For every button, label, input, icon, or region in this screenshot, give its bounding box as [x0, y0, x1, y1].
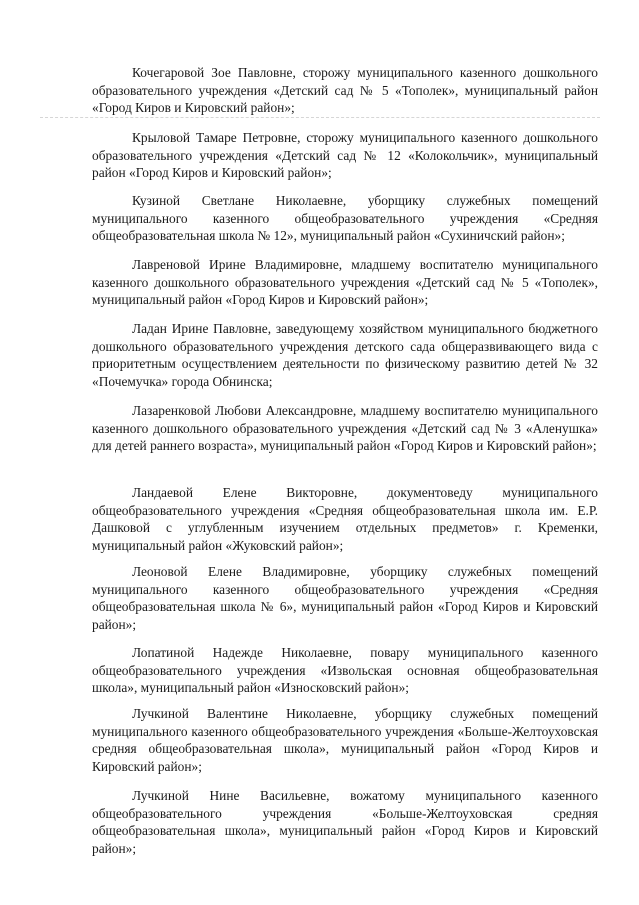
paragraph-landaeva: Ландаевой Елене Викторовне, документоведу муниципального общеобразовательного учреждения «Средняя общеобразовательная школа им. Е.Р. Дашковой с углубленным изучением отдельных предметов» г. Кременки, муниципальный район «Жуковский район»;: [92, 485, 598, 553]
paragraph-ladan: Ладан Ирине Павловне, заведующему хозяйством муниципального бюджетного дошкольного образовательного учреждения детского сада общеразвивающего вида с приоритетным осуществлением деятельности по физическому развитию детей № 32 «Почемучка» города Обнинска;: [92, 321, 598, 389]
paragraph-luchkina-nina: Лучкиной Нине Васильевне, вожатому муниципального казенного общеобразовательного учреждения «Больше-Желтоуховская средняя общеобразовательная школа», муниципальный район «Город Киров и Кировский район»;: [92, 788, 598, 856]
paragraph-krylova: Крыловой Тамаре Петровне, сторожу муниципального казенного дошкольного образовательного учреждения «Детский сад № 12 «Колокольчик», муниципальный район «Город Киров и Кировский район»;: [92, 130, 598, 180]
paragraph-kuzina: Кузиной Светлане Николаевне, уборщику служебных помещений муниципального казенного общеобразовательного учреждения «Средняя общеобразовательная школа № 12», муниципальный район «Сухиничский район»;: [92, 193, 598, 243]
paragraph-leonova: Леоновой Елене Владимировне, уборщику служебных помещений муниципального казенного общеобразовательного учреждения «Средняя общеобразовательная школа № 6», муниципальный район «Город Киров и Кировский район»;: [92, 564, 598, 632]
paragraph-luchkina-valentina: Лучкиной Валентине Николаевне, уборщику служебных помещений муниципального казенного общеобразовательного учреждения «Больше-Желтоуховская средняя общеобразовательная школа», муниципальный район «Город Киров и Кировский район»;: [92, 706, 598, 774]
paragraph-lavrenova: Лавреновой Ирине Владимировне, младшему воспитателю муниципального казенного дошкольного образовательного учреждения «Детский сад № 5 «Тополек», муниципальный район «Город Киров и Кировский район»;: [92, 257, 598, 307]
paragraph-lazarenkova: Лазаренковой Любови Александровне, младшему воспитателю муниципального казенного дошкольного образовательного учреждения «Детский сад № 3 «Аленушка» для детей раннего возраста», муниципальный район «Город Киров и Кировский район»;: [92, 403, 598, 453]
scan-artifact-line: [40, 117, 600, 118]
paragraph-lopatina: Лопатиной Надежде Николаевне, повару муниципального казенного общеобразовательного учреждения «Извольская основная общеобразовательная школа», муниципальный район «Износковский район»;: [92, 645, 598, 695]
paragraph-kochegarova: Кочегаровой Зое Павловне, сторожу муниципального казенного дошкольного образовательного учреждения «Детский сад № 5 «Тополек», муниципальный район «Город Киров и Кировский район»;: [92, 65, 598, 115]
